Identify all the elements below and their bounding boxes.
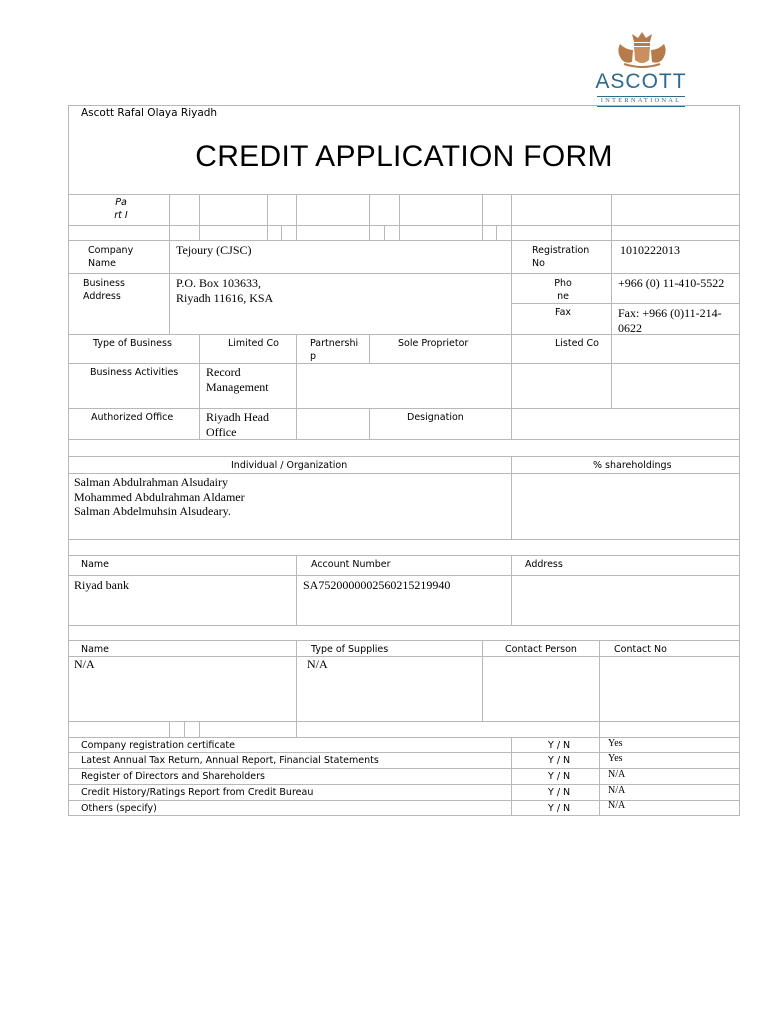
document-yn[interactable]: Y / N bbox=[548, 740, 571, 751]
account-number-value: SA7520000002560215219940 bbox=[303, 578, 451, 592]
logo-rule-bottom bbox=[597, 106, 685, 107]
type-of-supplies-value: N/A bbox=[307, 657, 328, 671]
crest-icon bbox=[612, 28, 672, 70]
designation-label: Designation bbox=[407, 412, 464, 423]
company-name-label: Company Name bbox=[88, 245, 134, 269]
account-number-header: Account Number bbox=[311, 559, 391, 570]
document-answer: Yes bbox=[608, 753, 623, 764]
property-name: Ascott Rafal Olaya Riyadh bbox=[81, 107, 218, 119]
limited-co-option[interactable]: Limited Co bbox=[228, 338, 279, 349]
type-of-business-label: Type of Business bbox=[93, 338, 172, 349]
document-yn[interactable]: Y / N bbox=[548, 755, 571, 766]
document-answer: N/A bbox=[608, 785, 626, 796]
shareholder-names: Salman Abdulrahman Alsudairy Mohammed Abdulrahman Aldamer Salman Abdelmuhsin Alsudeary. bbox=[74, 475, 245, 518]
registration-value: 1010222013 bbox=[620, 243, 680, 257]
document-label: Others (specify) bbox=[81, 803, 157, 814]
phone-value: +966 (0) 11-410-5522 bbox=[618, 276, 725, 290]
document-label: Company registration certificate bbox=[81, 740, 235, 751]
shareholdings-header: % shareholdings bbox=[593, 460, 672, 471]
authorized-office-label: Authorized Office bbox=[91, 412, 174, 423]
page-title: CREDIT APPLICATION FORM bbox=[195, 140, 613, 173]
partnership-option[interactable]: Partnershi p bbox=[310, 338, 359, 362]
individual-organization-header: Individual / Organization bbox=[231, 460, 348, 471]
document-label: Credit History/Ratings Report from Credit Bureau bbox=[81, 787, 314, 798]
part-label: Pa rt I bbox=[114, 197, 128, 221]
document-label: Latest Annual Tax Return, Annual Report, Financial Statements bbox=[81, 755, 379, 766]
bank-name-value: Riyad bank bbox=[74, 578, 129, 592]
document-label: Register of Directors and Shareholders bbox=[81, 771, 265, 782]
document-answer: N/A bbox=[608, 769, 626, 780]
business-address-label: Business Address bbox=[83, 278, 125, 302]
contact-no-header: Contact No bbox=[614, 644, 667, 655]
fax-value: Fax: +966 (0)11-214- 0622 bbox=[618, 306, 722, 335]
business-address-value: P.O. Box 103633, Riyadh 11616, KSA bbox=[176, 276, 274, 305]
business-activities-label: Business Activities bbox=[90, 367, 179, 378]
phone-label: Pho ne bbox=[554, 278, 572, 302]
registration-label: Registration No bbox=[532, 245, 590, 269]
document-answer: Yes bbox=[608, 738, 623, 749]
document-yn[interactable]: Y / N bbox=[548, 803, 571, 814]
bank-name-header: Name bbox=[81, 559, 110, 570]
document-yn[interactable]: Y / N bbox=[548, 787, 571, 798]
authorized-office-value: Riyadh Head Office bbox=[206, 410, 269, 439]
supplier-name-header: Name bbox=[81, 644, 110, 655]
sole-proprietor-option[interactable]: Sole Proprietor bbox=[398, 338, 469, 349]
company-name-value: Tejoury (CJSC) bbox=[176, 243, 252, 257]
bank-address-header: Address bbox=[525, 559, 563, 570]
fax-label: Fax bbox=[555, 307, 572, 318]
type-of-supplies-header: Type of Supplies bbox=[311, 644, 389, 655]
document-answer: N/A bbox=[608, 800, 626, 811]
document-yn[interactable]: Y / N bbox=[548, 771, 571, 782]
contact-person-header: Contact Person bbox=[505, 644, 577, 655]
logo-name: ASCOTT bbox=[595, 70, 687, 93]
business-activities-value: Record Management bbox=[206, 365, 269, 394]
supplier-name-value: N/A bbox=[74, 657, 95, 671]
listed-co-option[interactable]: Listed Co bbox=[555, 338, 599, 349]
logo-subtitle: INTERNATIONAL bbox=[600, 97, 682, 104]
